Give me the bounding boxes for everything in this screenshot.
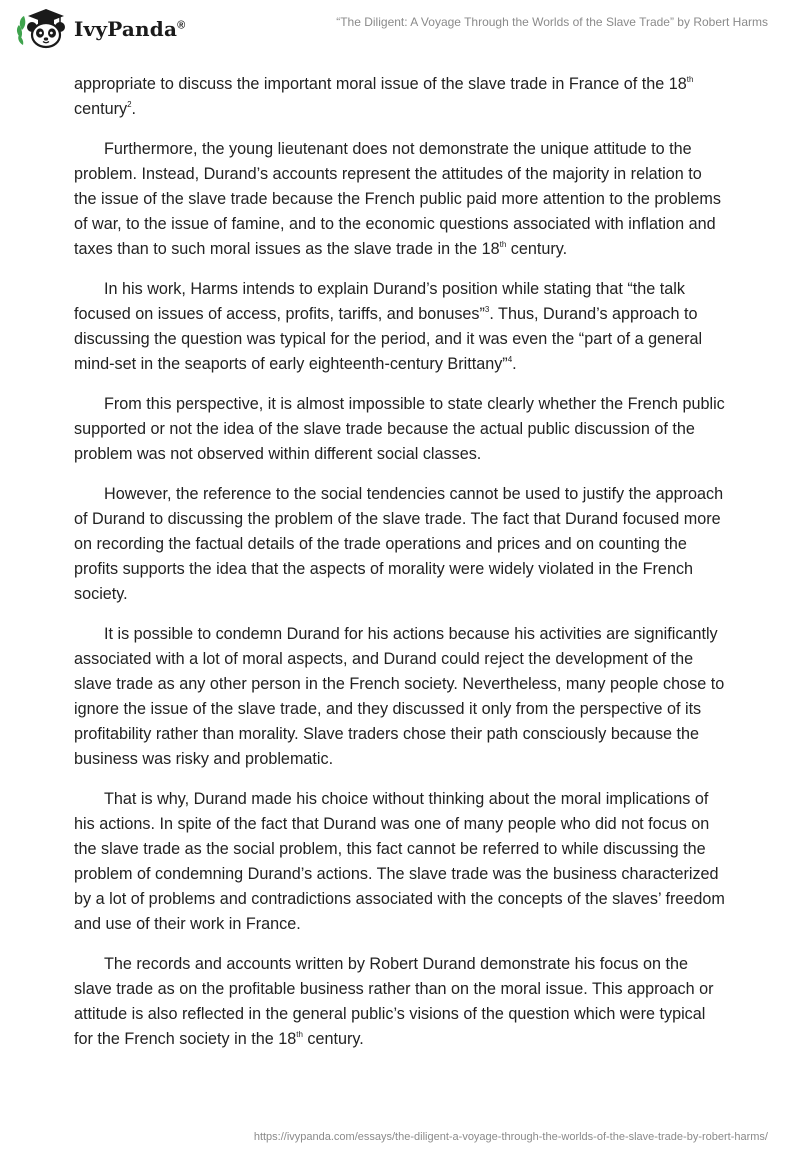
paragraph: However, the reference to the social tendencies cannot be used to justify the approach of Durand to discussing the problem of the slave trade. The fact that Durand focused more on recording the factual details of the trade operations and prices and on counting the profits supports the idea that the aspects of morality were widely violated in the French society. [74, 485, 724, 603]
source-url[interactable]: https://ivypanda.com/essays/the-diligent-a-voyage-through-the-worlds-of-the-slave-trade-by-robert-harms/ [253, 1131, 768, 1143]
paragraph: From this perspective, it is almost impossible to state clearly whether the French public supported or not the idea of the slave trade because the actual public discussion of the problem was not observed within different social classes. [74, 395, 725, 463]
page-header [0, 0, 800, 60]
footnote-ref[interactable]: 2 [127, 100, 132, 109]
brand-name: IvyPanda® [74, 17, 186, 41]
paragraph: That is why, Durand made his choice without thinking about the moral implications of his actions. In spite of the fact that Durand was one of many people who did not focus on the slave trade as the social problem, this fact cannot be referred to while discussing the problem of condemning Durand’s actions. The slave trade was the business characterized by a lot of problems and contradictions associated with the concepts of the slaves’ freedom and use of their work in France. [74, 790, 725, 933]
paragraph: It is possible to condemn Durand for his actions because his activities are significantly associated with a lot of moral aspects, and Durand could reject the development of the slave trade as any other person in the French society. Nevertheless, many people chose to ignore the issue of the slave trade, and they discussed it only from the perspective of its profitability rather than morality. Slave traders chose their path consciously because the business was risky and problematic. [74, 625, 725, 768]
paragraph: Furthermore, the young lieutenant does not demonstrate the unique attitude to the problem. Instead, Durand’s accounts represent the attitudes of the majority in relation to the issue of the slave trade because the French public paid more attention to the problems of war, to the issue of famine, and to the economic questions associated with inflation and taxes than to such moral issues as the slave trade in the 18th century. [74, 140, 721, 258]
paragraph-continued: appropriate to discuss the important moral issue of the slave trade in France of the 18th century$^2$. [74, 75, 694, 118]
footnote-ref[interactable]: 3 [484, 305, 490, 314]
registered-mark: ® [177, 19, 186, 32]
footnote-ref[interactable]: 4 [507, 355, 513, 364]
ivypanda-logo[interactable] [16, 8, 185, 50]
document-title: “The Diligent: A Voyage Through the Worlds of the Slave Trade” by Robert Harms [336, 15, 768, 29]
paragraph: In his work, Harms intends to explain Durand’s position while stating that “the talk focused on issues of access, profits, tariffs, and bonuses”$^3$. Thus, Durand’s approach to discussing the question was typical for the period, and it was even the “part of a general mind-set in the seaports of early eighteenth-century Brittany”$^4$. [74, 280, 703, 373]
paragraph: The records and accounts written by Robert Durand demonstrate his focus on the slave trade as on the profitable business rather than on the moral issue. This approach or attitude is also reflected in the general public’s visions of the question which were typical for the French society in the 18th century. [74, 955, 714, 1048]
essay-body [74, 72, 726, 1067]
panda-graduate-icon [16, 8, 68, 50]
